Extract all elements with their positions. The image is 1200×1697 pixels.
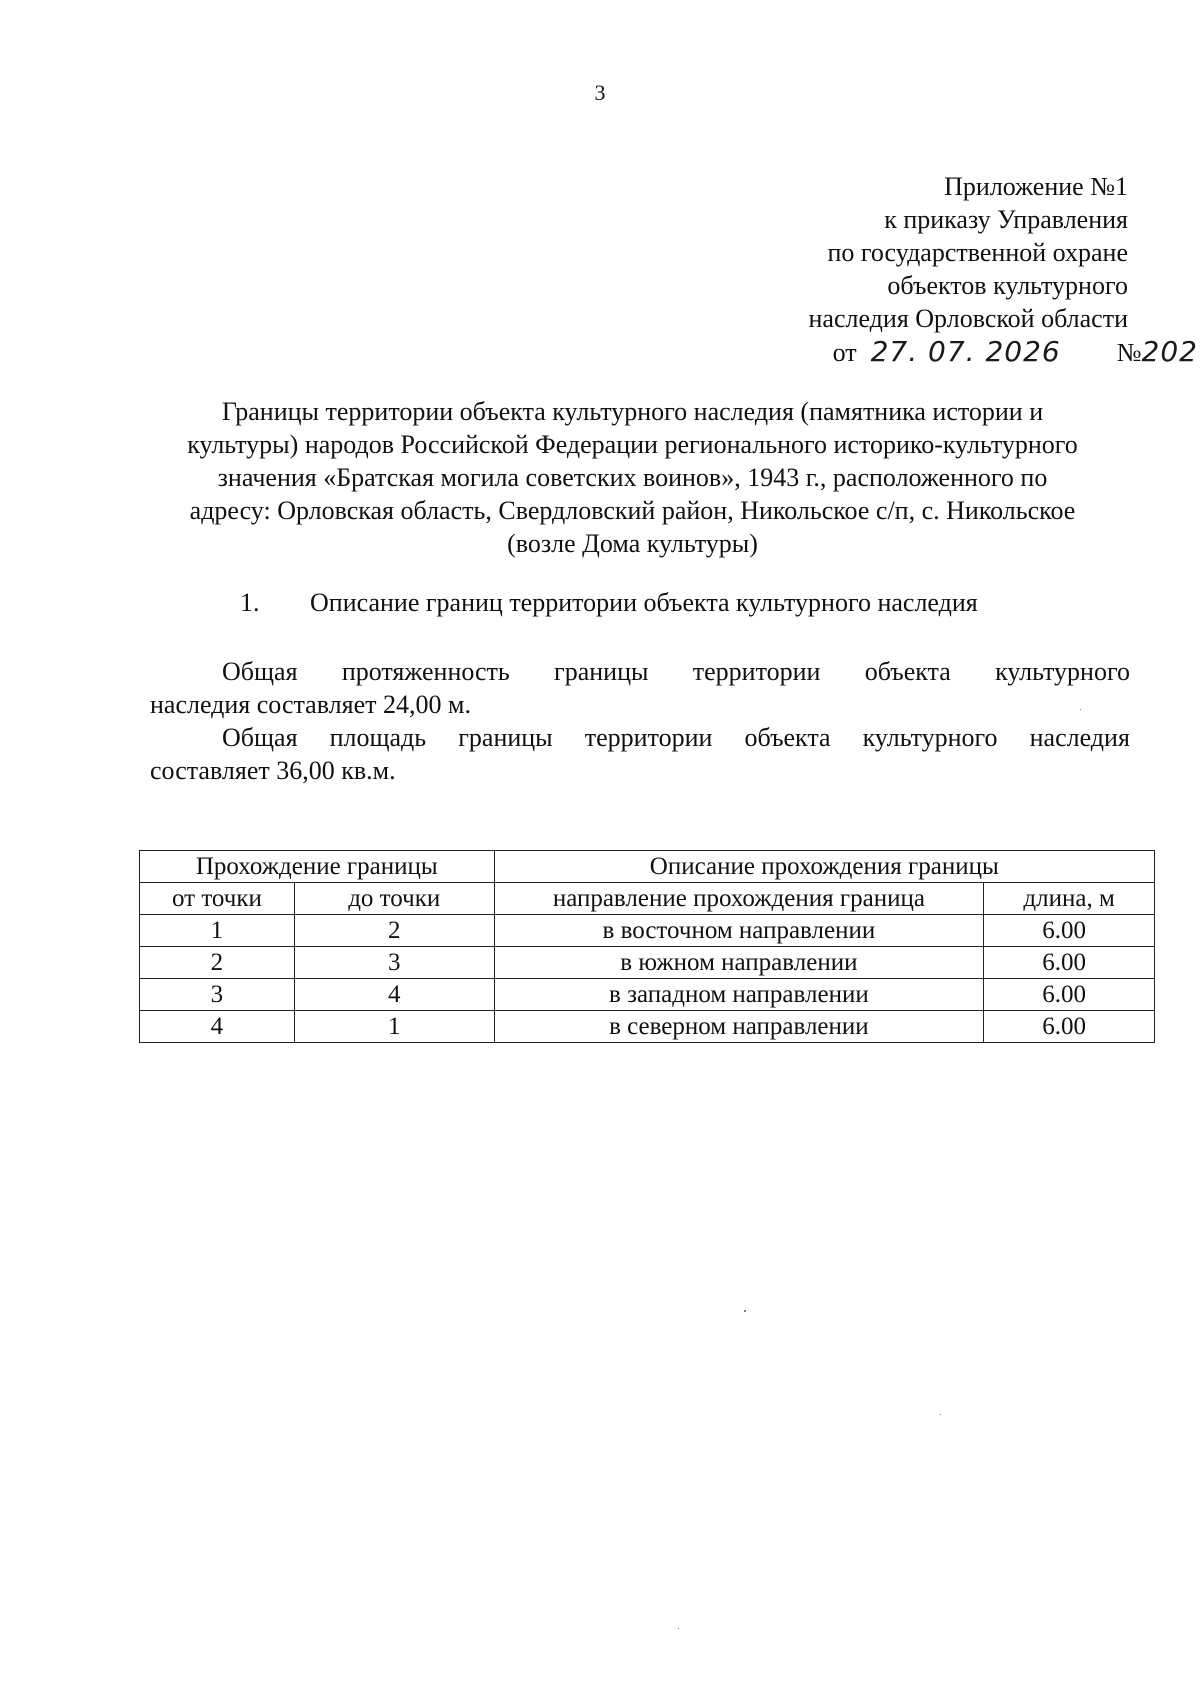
scan-speck	[678, 1628, 679, 1629]
appendix-line: наследия Орловской области	[808, 304, 1128, 333]
word: площадь	[329, 723, 427, 752]
paragraph-length	[150, 655, 1130, 721]
table-row	[140, 979, 1155, 1011]
word: Общая	[222, 657, 298, 686]
table-row	[140, 947, 1155, 979]
table-row	[140, 915, 1155, 947]
title-line: адресу: Орловская область, Свердловский район, Никольское с/п, с. Никольское	[189, 496, 1076, 525]
word: протяженность	[341, 657, 510, 686]
boundary-table	[139, 850, 1155, 1043]
appendix-line: объектов культурного	[887, 271, 1128, 300]
cell-from: 4	[140, 1011, 295, 1043]
word: территории	[584, 723, 713, 752]
title-line: Границы территории объекта культурного наследия (памятника истории и	[221, 397, 1044, 426]
appendix-line: к приказу Управления	[884, 205, 1128, 234]
cell-direction: в южном направлении	[494, 947, 984, 979]
scan-speck	[940, 1414, 941, 1415]
column-header-from: от точки	[140, 883, 295, 915]
cell-from: 2	[140, 947, 295, 979]
section-number: 1.	[240, 588, 260, 617]
table-row	[140, 1011, 1155, 1043]
table-group-header-row	[140, 851, 1155, 883]
appendix-line: Приложение №1	[944, 172, 1128, 201]
word: границы	[458, 723, 553, 752]
page-number: 3	[594, 80, 606, 105]
title-line: значения «Братская могила советских воинов», 1943 г., расположенного по	[217, 463, 1048, 492]
cell-from: 3	[140, 979, 295, 1011]
cell-to: 4	[294, 979, 494, 1011]
word: объекта	[864, 657, 951, 686]
table-column-header-row	[140, 883, 1155, 915]
cell-direction: в западном направлении	[494, 979, 984, 1011]
document-title	[140, 395, 1125, 560]
word: культурного	[995, 657, 1130, 686]
cell-from: 1	[140, 915, 295, 947]
title-line: культуры) народов Российской Федерации регионального историко-культурного	[187, 430, 1078, 459]
cell-to: 1	[294, 1011, 494, 1043]
paragraph-continuation: составляет 36,00 кв.м.	[150, 756, 396, 785]
word: культурного	[862, 723, 998, 752]
word: Общая	[222, 723, 298, 752]
word: объекта	[744, 723, 831, 752]
date-prefix: от	[832, 338, 857, 367]
title-line: (возле Дома культуры)	[507, 529, 758, 558]
scan-speck	[1080, 709, 1081, 710]
appendix-date-line	[598, 335, 1198, 369]
cell-length: 6.00	[984, 979, 1155, 1011]
appendix-line: по государственной охране	[827, 238, 1128, 267]
paragraph-area	[150, 721, 1130, 787]
appendix-block	[528, 170, 1198, 369]
paragraph-first-line	[150, 655, 1130, 688]
column-header-to: до точки	[294, 883, 494, 915]
group-header-passage: Прохождение границы	[140, 851, 495, 883]
cell-to: 2	[294, 915, 494, 947]
handwritten-number: 202	[1141, 335, 1198, 368]
column-header-direction: направление прохождения граница	[494, 883, 984, 915]
section-heading	[240, 588, 978, 618]
word: территории	[692, 657, 821, 686]
cell-length: 6.00	[984, 1011, 1155, 1043]
word: границы	[554, 657, 649, 686]
handwritten-date: 27. 07. 2026	[870, 335, 1061, 368]
cell-direction: в северном направлении	[494, 1011, 984, 1043]
section-heading-text: Описание границ территории объекта культурного наследия	[310, 588, 978, 617]
cell-length: 6.00	[984, 947, 1155, 979]
cell-length: 6.00	[984, 915, 1155, 947]
scan-speck	[744, 1310, 746, 1312]
paragraph-continuation: наследия составляет 24,00 м.	[150, 690, 471, 719]
number-prefix: №	[1116, 338, 1142, 367]
group-header-description: Описание прохождения границы	[494, 851, 1154, 883]
word: наследия	[1029, 723, 1130, 752]
cell-direction: в восточном направлении	[494, 915, 984, 947]
paragraph-first-line	[150, 721, 1130, 754]
cell-to: 3	[294, 947, 494, 979]
column-header-length: длина, м	[984, 883, 1155, 915]
